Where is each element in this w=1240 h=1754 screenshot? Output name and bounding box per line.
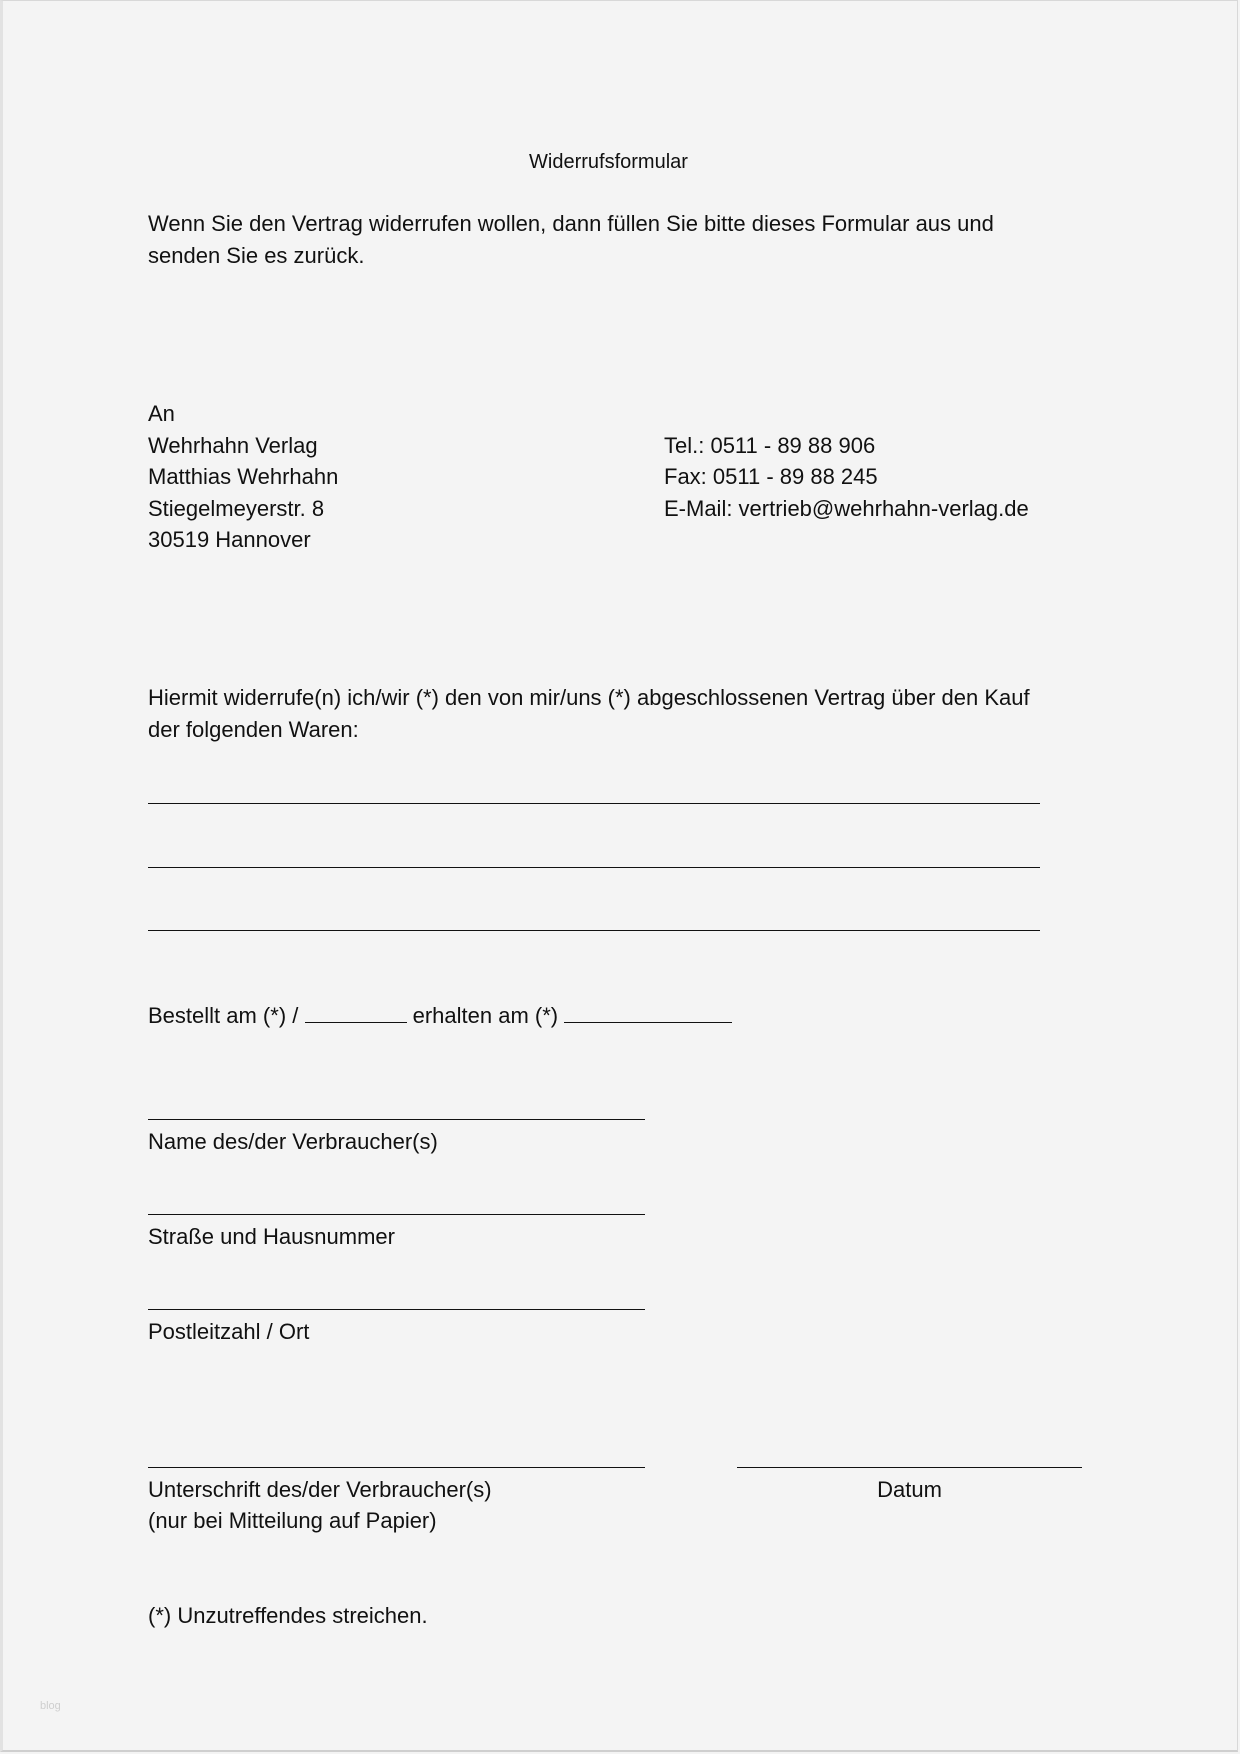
signature-note: (nur bei Mitteilung auf Papier) — [148, 1508, 437, 1533]
recipient-company: Wehrhahn Verlag — [148, 433, 318, 458]
recipient-city: 30519 Hannover — [148, 527, 311, 552]
received-label: erhalten am (*) — [412, 1003, 559, 1028]
contact-tel: Tel.: 0511 - 89 88 906 — [664, 433, 876, 458]
recipient-label: An — [148, 401, 175, 426]
name-field-line[interactable] — [148, 1119, 645, 1120]
signature-field-line[interactable] — [148, 1467, 645, 1468]
date-label: Datum — [877, 1477, 942, 1502]
received-date-field[interactable] — [564, 1000, 732, 1023]
street-field-line[interactable] — [148, 1214, 645, 1215]
ordered-date-field[interactable] — [305, 1000, 407, 1023]
watermark: blog — [40, 1700, 61, 1712]
intro-line-2: senden Sie es zurück. — [148, 243, 365, 268]
signature-label: Unterschrift des/der Verbraucher(s) — [148, 1477, 492, 1502]
postal-label: Postleitzahl / Ort — [148, 1319, 310, 1344]
date-field-line[interactable] — [737, 1467, 1082, 1468]
recipient-street: Stiegelmeyerstr. 8 — [148, 496, 325, 521]
intro-line-1: Wenn Sie den Vertrag widerrufen wollen, dann füllen Sie bitte dieses Formular aus und — [148, 211, 994, 236]
goods-line-1[interactable] — [148, 803, 1040, 804]
recipient-person: Matthias Wehrhahn — [148, 464, 339, 489]
ordered-label: Bestellt am (*) / — [148, 1003, 299, 1028]
dates-row — [148, 1000, 732, 1032]
street-label: Straße und Hausnummer — [148, 1224, 395, 1249]
goods-line-3[interactable] — [148, 930, 1040, 931]
page-title: Widerrufsformular — [529, 151, 688, 173]
name-label: Name des/der Verbraucher(s) — [148, 1129, 438, 1154]
contact-fax: Fax: 0511 - 89 88 245 — [664, 464, 878, 489]
declaration-line-1: Hiermit widerrufe(n) ich/wir (*) den von mir/uns (*) abgeschlossenen Vertrag über den Kauf — [148, 685, 1030, 710]
goods-line-2[interactable] — [148, 867, 1040, 868]
declaration-line-2: der folgenden Waren: — [148, 717, 359, 742]
postal-field-line[interactable] — [148, 1309, 645, 1310]
contact-email: E-Mail: vertrieb@wehrhahn-verlag.de — [664, 496, 1029, 521]
footnote: (*) Unzutreffendes streichen. — [148, 1603, 428, 1628]
